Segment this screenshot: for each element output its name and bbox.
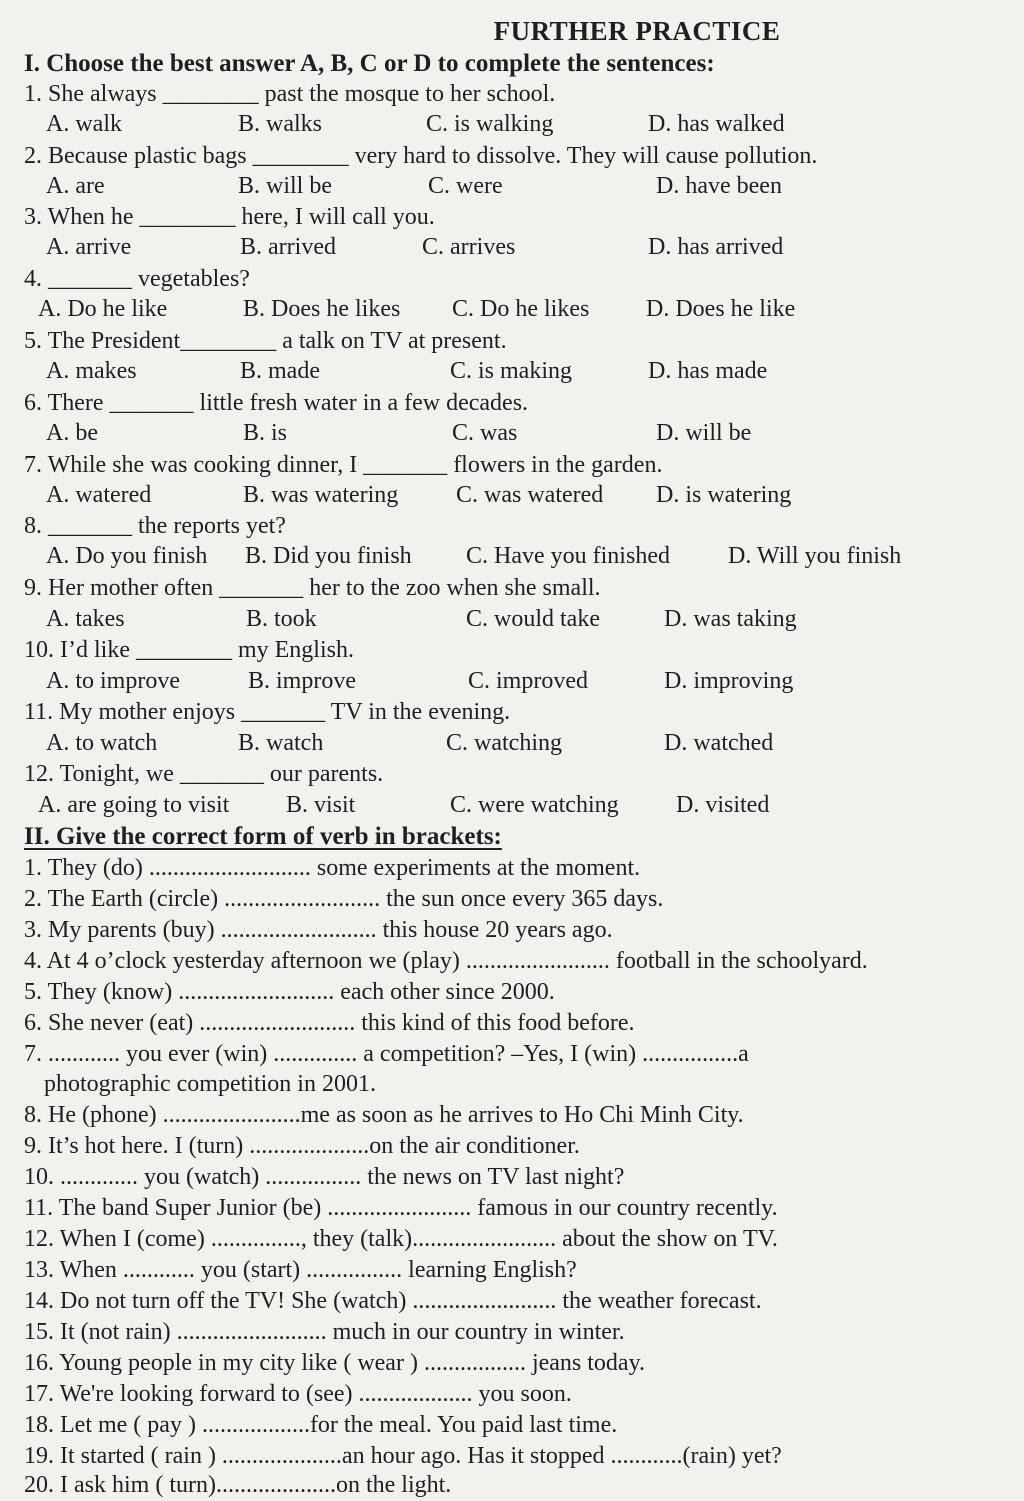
option-d: D. has walked <box>648 111 785 137</box>
question-2: 2. Because plastic bags ________ very hard to dissolve. They will cause pollution. <box>24 143 818 169</box>
question-8: 8. _______ the reports yet? <box>24 513 286 539</box>
option-b: B. arrived <box>240 234 336 260</box>
option-d: D. will be <box>656 420 752 446</box>
option-a: A. takes <box>46 606 125 632</box>
option-c: C. was <box>452 420 518 446</box>
option-b: B. will be <box>238 173 332 199</box>
option-d: D. improving <box>664 668 794 694</box>
option-d: D. has made <box>648 358 768 384</box>
exercise-line-6: 6. She never (eat) .......................... this kind of this food before. <box>24 1010 635 1036</box>
option-b: B. improve <box>248 668 356 694</box>
option-c: C. Have you finished <box>466 543 670 569</box>
options-6 <box>0 420 1024 452</box>
question-7: 7. While she was cooking dinner, I _______ flowers in the garden. <box>24 452 663 478</box>
options-7 <box>0 482 1024 514</box>
exercise-line-15: 15. It (not rain) ......................... much in our country in winter. <box>24 1319 625 1345</box>
question-10: 10. I’d like ________ my English. <box>24 637 354 663</box>
exercise-line-20: 20. I ask him ( turn)....................on the light. <box>24 1472 452 1498</box>
exercise-line-17: 17. We're looking forward to (see) ................... you soon. <box>24 1381 572 1407</box>
option-a: A. to watch <box>46 730 158 756</box>
exercise-line-3: 3. My parents (buy) .......................... this house 20 years ago. <box>24 917 613 943</box>
option-a: A. are <box>46 173 105 199</box>
exercise-line-7-continued: photographic competition in 2001. <box>44 1071 376 1097</box>
question-4: 4. _______ vegetables? <box>24 266 250 292</box>
option-b: B. Does he likes <box>243 296 401 322</box>
question-9: 9. Her mother often _______ her to the zoo when she small. <box>24 575 601 601</box>
option-a: A. Do you finish <box>46 543 208 569</box>
option-c: C. is making <box>450 358 573 384</box>
option-b: B. visit <box>286 792 356 818</box>
option-b: B. made <box>240 358 320 384</box>
option-a: A. watered <box>46 482 152 508</box>
option-c: C. were watching <box>450 792 619 818</box>
options-9 <box>0 606 1024 638</box>
option-d: D. Does he like <box>646 296 796 322</box>
option-a: A. to improve <box>46 668 180 694</box>
options-2 <box>0 173 1024 205</box>
option-d: D. have been <box>656 173 782 199</box>
options-12 <box>0 792 1024 824</box>
exercise-line-18: 18. Let me ( pay ) ..................for the meal. You paid last time. <box>24 1412 618 1438</box>
options-10 <box>0 668 1024 700</box>
option-d: D. watched <box>664 730 774 756</box>
exercise-line-12: 12. When I (come) ..............., they (talk)........................ about the show on TV. <box>24 1226 778 1252</box>
options-4 <box>0 296 1024 328</box>
option-a: A. are going to visit <box>38 792 230 818</box>
option-b: B. was watering <box>243 482 399 508</box>
exercise-line-10: 10. ............. you (watch) ................ the news on TV last night? <box>24 1164 625 1190</box>
option-c: C. watching <box>446 730 562 756</box>
options-5 <box>0 358 1024 390</box>
options-11 <box>0 730 1024 762</box>
option-c: C. Do he likes <box>452 296 590 322</box>
option-b: B. watch <box>238 730 324 756</box>
exercise-line-8: 8. He (phone) .......................me as soon as he arrives to Ho Chi Minh City. <box>24 1102 744 1128</box>
options-1 <box>0 111 1024 143</box>
question-6: 6. There _______ little fresh water in a few decades. <box>24 390 529 416</box>
exercise-line-2: 2. The Earth (circle) .......................... the sun once every 365 days. <box>24 886 664 912</box>
option-c: C. were <box>428 173 503 199</box>
option-d: D. was taking <box>664 606 797 632</box>
section1-heading: I. Choose the best answer A, B, C or D to complete the sentences: <box>24 50 715 77</box>
option-c: C. was watered <box>456 482 604 508</box>
option-b: B. Did you finish <box>245 543 412 569</box>
option-d: D. visited <box>676 792 770 818</box>
question-5: 5. The President________ a talk on TV at present. <box>24 328 507 354</box>
option-d: D. Will you finish <box>728 543 902 569</box>
option-a: A. makes <box>46 358 137 384</box>
option-d: D. has arrived <box>648 234 784 260</box>
question-3: 3. When he ________ here, I will call you. <box>24 204 435 230</box>
question-1: 1. She always ________ past the mosque to her school. <box>24 81 556 107</box>
option-b: B. walks <box>238 111 322 137</box>
exercise-line-16: 16. Young people in my city like ( wear ) ................. jeans today. <box>24 1350 646 1376</box>
exercise-line-19: 19. It started ( rain ) ....................an hour ago. Has it stopped ............(rain) yet? <box>24 1443 782 1469</box>
exercise-line-7: 7. ............ you ever (win) .............. a competition? –Yes, I (win) ................a <box>24 1041 749 1067</box>
question-11: 11. My mother enjoys _______ TV in the evening. <box>24 699 511 725</box>
section2-heading: II. Give the correct form of verb in brackets: <box>24 823 502 850</box>
option-b: B. is <box>243 420 288 446</box>
page-title: FURTHER PRACTICE <box>493 16 781 46</box>
option-a: A. arrive <box>46 234 132 260</box>
option-d: D. is watering <box>656 482 792 508</box>
exercise-line-13: 13. When ............ you (start) ................ learning English? <box>24 1257 577 1283</box>
exercise-line-11: 11. The band Super Junior (be) ........................ famous in our country recently. <box>24 1195 778 1221</box>
options-8 <box>0 543 1024 575</box>
option-a: A. Do he like <box>38 296 168 322</box>
option-b: B. took <box>246 606 317 632</box>
exercise-line-14: 14. Do not turn off the TV! She (watch) ........................ the weather forecast. <box>24 1288 762 1314</box>
exercise-line-9: 9. It’s hot here. I (turn) ....................on the air conditioner. <box>24 1133 580 1159</box>
option-a: A. walk <box>46 111 122 137</box>
option-c: C. is walking <box>426 111 554 137</box>
option-a: A. be <box>46 420 98 446</box>
exercise-line-5: 5. They (know) .......................... each other since 2000. <box>24 979 555 1005</box>
exercise-line-1: 1. They (do) ........................... some experiments at the moment. <box>24 855 641 881</box>
exercise-line-4: 4. At 4 o’clock yesterday afternoon we (play) ........................ football in the schoolyard. <box>24 948 868 974</box>
option-c: C. would take <box>466 606 600 632</box>
option-c: C. improved <box>468 668 588 694</box>
options-3 <box>0 234 1024 266</box>
question-12: 12. Tonight, we _______ our parents. <box>24 761 384 787</box>
option-c: C. arrives <box>422 234 516 260</box>
